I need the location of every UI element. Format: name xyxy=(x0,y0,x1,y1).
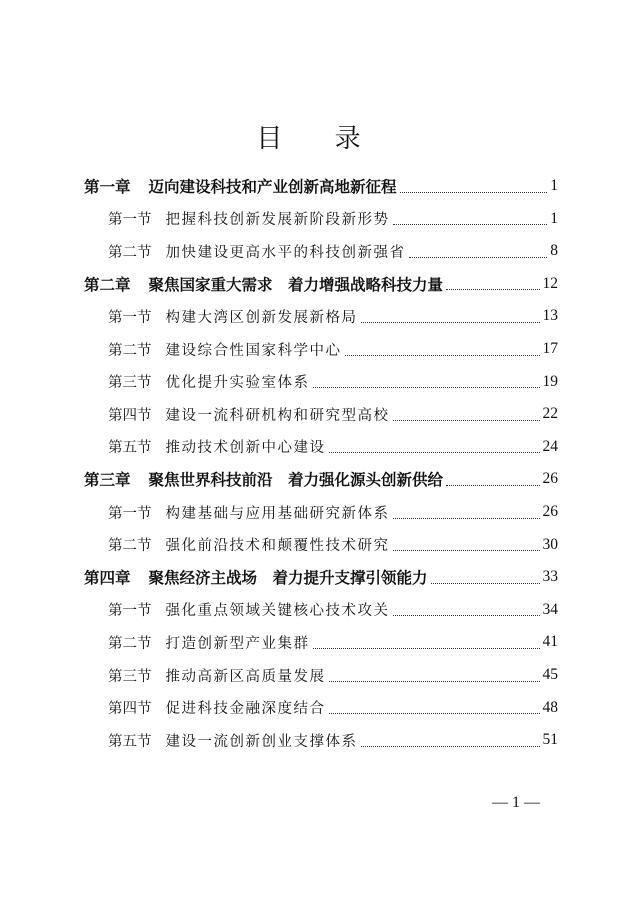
toc-entry-label: 第五节 xyxy=(108,733,152,750)
toc-page-number: 1 xyxy=(550,177,558,194)
toc-dot-leader xyxy=(431,583,540,584)
toc-section-row[interactable] xyxy=(108,203,558,235)
toc-entry-title: 优化提升实验室体系 xyxy=(165,375,310,392)
toc-page-number: 13 xyxy=(542,307,558,325)
toc-dot-leader xyxy=(409,257,548,258)
toc-entry-label: 第二节 xyxy=(108,538,152,555)
toc-entry-label: 第一章 xyxy=(84,178,131,196)
toc-section-row[interactable] xyxy=(108,333,558,365)
toc-entry-label: 第三节 xyxy=(108,375,152,392)
toc-entry-title: 聚焦国家重大需求 着力增强战略科技力量 xyxy=(148,275,444,294)
toc-entry-title: 加快建设更高水平的科技创新强省 xyxy=(165,244,406,261)
toc-dot-leader xyxy=(400,192,548,193)
page-number-footer: — 1 — xyxy=(492,794,540,811)
toc-section-row[interactable] xyxy=(108,692,558,724)
toc-entry-title: 建设一流科研机构和研究型高校 xyxy=(165,407,390,424)
toc-entry-label: 第二节 xyxy=(108,244,152,261)
toc-page-number: 48 xyxy=(542,698,558,716)
toc-section-row[interactable] xyxy=(108,300,558,332)
toc-section-row[interactable] xyxy=(108,496,558,528)
toc-page-number: 24 xyxy=(542,437,558,455)
toc-page-number: 19 xyxy=(542,372,558,390)
toc-entry-label: 第二节 xyxy=(108,342,152,359)
toc-chapter-row[interactable] xyxy=(84,561,558,593)
toc-entry-title: 强化前沿技术和颠覆性技术研究 xyxy=(165,538,390,555)
toc-entry-title: 迈向建设科技和产业创新高地新征程 xyxy=(148,178,397,196)
toc-page-number: 12 xyxy=(542,274,558,292)
toc-dot-leader xyxy=(345,355,540,356)
toc-section-row[interactable] xyxy=(108,235,558,267)
toc-entry-title: 聚焦世界科技前沿 着力强化源头创新供给 xyxy=(148,471,444,490)
toc-entry-label: 第二节 xyxy=(108,635,152,652)
toc-page-number: 22 xyxy=(542,405,558,423)
toc-entry-label: 第四节 xyxy=(108,407,152,424)
toc-dot-leader xyxy=(329,681,540,682)
toc-page-number: 41 xyxy=(542,633,558,651)
toc-entry-title: 推动技术创新中心建设 xyxy=(165,440,326,457)
toc-page-number: 34 xyxy=(542,600,558,618)
toc-dot-leader xyxy=(393,224,548,225)
toc-chapter-row[interactable] xyxy=(84,268,558,300)
toc-section-row[interactable] xyxy=(108,366,558,398)
toc-section-row[interactable] xyxy=(108,529,558,561)
toc-entry-title: 建设综合性国家科学中心 xyxy=(165,342,342,359)
toc-chapter-row[interactable] xyxy=(84,170,558,202)
toc-section-row[interactable] xyxy=(108,594,558,626)
toc-dot-leader xyxy=(393,420,540,421)
toc-section-row[interactable] xyxy=(108,659,558,691)
toc-page-number: 8 xyxy=(550,242,558,260)
toc-entry-label: 第三节 xyxy=(108,668,152,685)
toc-entry-label: 第四节 xyxy=(108,701,152,718)
toc-entry-label: 第四章 xyxy=(84,569,131,588)
toc-dot-leader xyxy=(446,485,539,486)
toc-dot-leader xyxy=(393,550,540,551)
toc-entry-label: 第一节 xyxy=(108,505,152,522)
toc-entry-label: 第一节 xyxy=(108,212,152,229)
toc-dot-leader xyxy=(361,322,540,323)
toc-entry-label: 第一节 xyxy=(108,603,152,620)
toc-entry-title: 把握科技创新发展新阶段新形势 xyxy=(165,212,390,229)
page-title: 目 录 xyxy=(256,124,383,154)
toc-dot-leader xyxy=(393,518,540,519)
toc-entry-label: 第三章 xyxy=(84,471,131,490)
toc-entry-label: 第二章 xyxy=(84,275,131,294)
toc-page-number: 30 xyxy=(542,535,558,553)
toc-dot-leader xyxy=(329,713,540,714)
toc-section-row[interactable] xyxy=(108,398,558,430)
toc-page-number: 26 xyxy=(542,503,558,520)
toc-entry-title: 聚焦经济主战场 着力提升支撑引领能力 xyxy=(148,569,428,588)
toc-entry-title: 建设一流创新创业支撑体系 xyxy=(165,733,358,750)
toc-dot-leader xyxy=(329,452,540,453)
toc-section-row[interactable] xyxy=(108,626,558,658)
toc-dot-leader xyxy=(393,615,540,616)
toc-entry-title: 构建大湾区创新发展新格局 xyxy=(165,309,358,326)
toc-entry-title: 促进科技金融深度结合 xyxy=(165,701,326,718)
toc-entry-title: 构建基础与应用基础研究新体系 xyxy=(165,505,390,522)
toc-entry-label: 第一节 xyxy=(108,309,152,326)
toc-entry-label: 第五节 xyxy=(108,440,152,457)
toc-dot-leader xyxy=(361,746,540,747)
toc-page-number: 45 xyxy=(542,666,558,683)
toc-page-number: 26 xyxy=(542,470,558,488)
toc-page-number: 33 xyxy=(542,568,558,586)
toc-page-number: 1 xyxy=(550,209,558,227)
toc-section-row[interactable] xyxy=(108,724,558,756)
toc-page-number: 17 xyxy=(542,340,558,357)
toc-dot-leader xyxy=(446,289,539,290)
toc-dot-leader xyxy=(313,387,540,388)
toc-dot-leader xyxy=(313,648,540,649)
toc-page-number: 51 xyxy=(542,731,558,749)
toc-chapter-row[interactable] xyxy=(84,463,558,495)
toc-entry-title: 推动高新区高质量发展 xyxy=(165,668,326,685)
toc-entry-title: 强化重点领域关键核心技术攻关 xyxy=(165,603,390,620)
toc-section-row[interactable] xyxy=(108,431,558,463)
toc-entry-title: 打造创新型产业集群 xyxy=(165,635,310,652)
